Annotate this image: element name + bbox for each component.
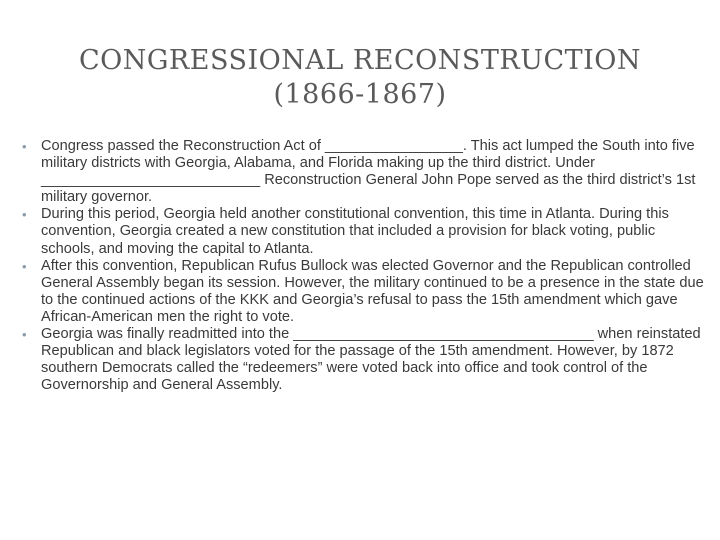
bullet-dot-icon: • — [22, 207, 27, 223]
bullet-item — [22, 138, 712, 206]
bullet-list — [22, 138, 712, 394]
bullet-dot-icon: • — [22, 139, 27, 154]
bullet-text: Georgia was finally readmitted into the _____________________________________ when reinstated Republican and black legislators voted for the passage of the 15th amendment. However, by 1872 southern Democrats called the “redeemers” were voted back into office and took control of the Governorship and General Assembly. — [41, 326, 701, 394]
bullet-dot-icon: • — [22, 327, 27, 343]
bullet-text: During this period, Georgia held another constitutional convention, this time in Atlanta. During this convention, Georgia created a new constitution that included a provision for black voting, public schools, and moving the capital to Atlanta. — [41, 206, 669, 257]
bullet-item — [22, 326, 712, 394]
bullet-text: Congress passed the Reconstruction Act of _________________. This act lumped the South into five military districts with Georgia, Alabama, and Florida making up the third district. Under ___________________________ Reconstruction General John Pope served as the third district’s 1st military governor. — [41, 138, 696, 206]
bullet-text: After this convention, Republican Rufus Bullock was elected Governor and the Republican controlled General Assembly began its session. However, the military continued to be a presence in the state due to the continued actions of the KKK and Georgia’s refusal to pass the 15th amendment which gave African-American men the right to vote. — [41, 257, 704, 325]
bullet-dot-icon: • — [22, 258, 27, 274]
slide-title — [0, 44, 720, 112]
bullet-item — [22, 206, 712, 257]
title-line-2: (1866-1867) — [273, 79, 447, 110]
bullet-item — [22, 258, 712, 326]
title-line-1: CONGRESSIONAL RECONSTRUCTION — [78, 45, 642, 76]
